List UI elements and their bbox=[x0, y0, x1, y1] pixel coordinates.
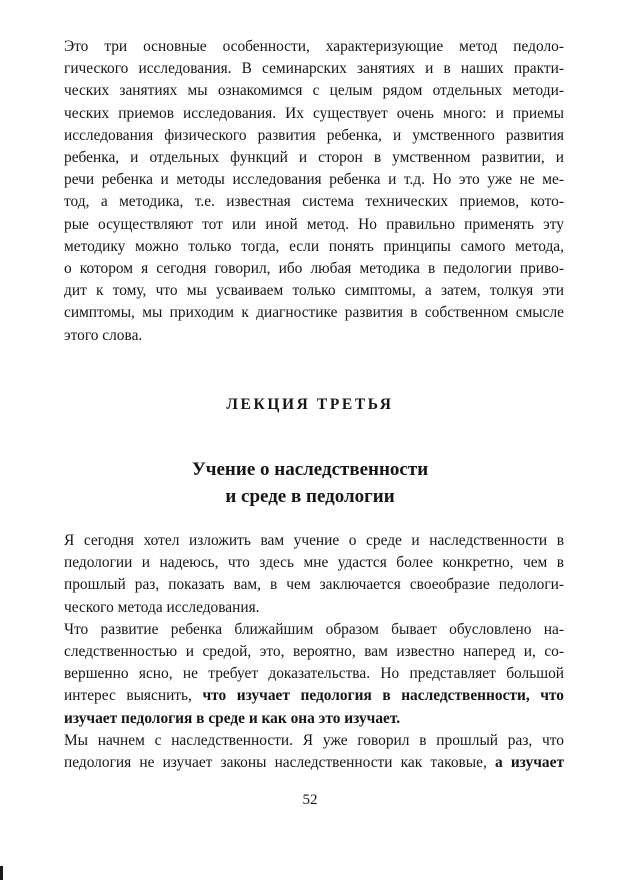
text-span: интерес выяснить, bbox=[64, 687, 203, 705]
text-line: Мы начнем с наследственности. Я уже говорил в прошлый раз, что bbox=[64, 731, 564, 749]
bold-text-span: а изучает bbox=[494, 754, 565, 772]
text-line: Это три основные особенности, характеризующие метод педоло- bbox=[64, 38, 564, 55]
text-line: рые осуществляют тот или иной метод. Но правильно применять эту bbox=[64, 215, 564, 233]
text-line: ческих занятиях мы ознакомимся с целым рядом отдельных методи- bbox=[64, 82, 564, 100]
text-line bbox=[64, 685, 564, 707]
text-line: методику можно только тогда, если понять принципы самого метода, bbox=[64, 237, 564, 255]
text-line: прошлый раз, показать вам, в чем заключается своеобразие педологи- bbox=[64, 576, 564, 594]
scan-artifact bbox=[0, 866, 3, 880]
text-line: ребенка, и отдельных функций и сторон в умственном развитии, и bbox=[64, 149, 564, 167]
page-number: 52 bbox=[302, 792, 318, 808]
text-span: педология не изучает законы наследственности как таковые, bbox=[64, 754, 495, 772]
text-line: симптомы, мы приходим к диагностике развития в собственном смысле bbox=[64, 304, 564, 322]
top-paragraph bbox=[64, 36, 564, 347]
lecture-heading: ЛЕКЦИЯ ТРЕТЬЯ bbox=[226, 396, 394, 413]
lecture-body bbox=[64, 530, 564, 774]
text-line: тод, а методика, т.е. известная система технических приемов, кото- bbox=[64, 193, 564, 211]
text-line bbox=[64, 752, 564, 774]
lecture-title bbox=[0, 456, 620, 510]
text-line: ческого метода исследования. bbox=[64, 598, 260, 616]
text-line: исследования физического развития ребенка, и умственного развития bbox=[64, 126, 564, 144]
text-line: речи ребенка и методы исследования ребенка и т.д. Но это уже не ме- bbox=[64, 171, 564, 189]
text-line: этого слова. bbox=[64, 326, 143, 344]
lecture-title-line-2: и среде в педологии bbox=[225, 486, 395, 507]
text-line: вершенно ясно, не требует доказательства. Но представляет большой bbox=[64, 665, 564, 683]
text-line: о котором я сегодня говорил, ибо любая методика в педологии приво- bbox=[64, 260, 564, 278]
text-line bbox=[64, 708, 564, 730]
text-line: дит к тому, что мы усваиваем только симптомы, а затем, толкуя эти bbox=[64, 282, 564, 300]
text-line: гического исследования. В семинарских занятиях и в наших практи- bbox=[64, 60, 564, 78]
text-line: Я сегодня хотел изложить вам учение о среде и наследственности в bbox=[64, 532, 564, 549]
text-line: ческих приемов исследования. Их существует очень много: и приемы bbox=[64, 104, 564, 122]
text-line: Что развитие ребенка ближайшим образом бывает обусловлено на- bbox=[64, 620, 564, 638]
text-line: следственностью и средой, это, вероятно, вам известно наперед и, со- bbox=[64, 643, 564, 661]
bold-text-span: изучает педология в среде и как она это изучает. bbox=[64, 709, 401, 727]
lecture-title-line-1: Учение о наследственности bbox=[191, 459, 429, 480]
text-line: педологии и надеюсь, что здесь мне удастся более конкретно, чем в bbox=[64, 554, 564, 572]
bold-text-span: что изучает педология в наследственности, что bbox=[202, 687, 564, 705]
